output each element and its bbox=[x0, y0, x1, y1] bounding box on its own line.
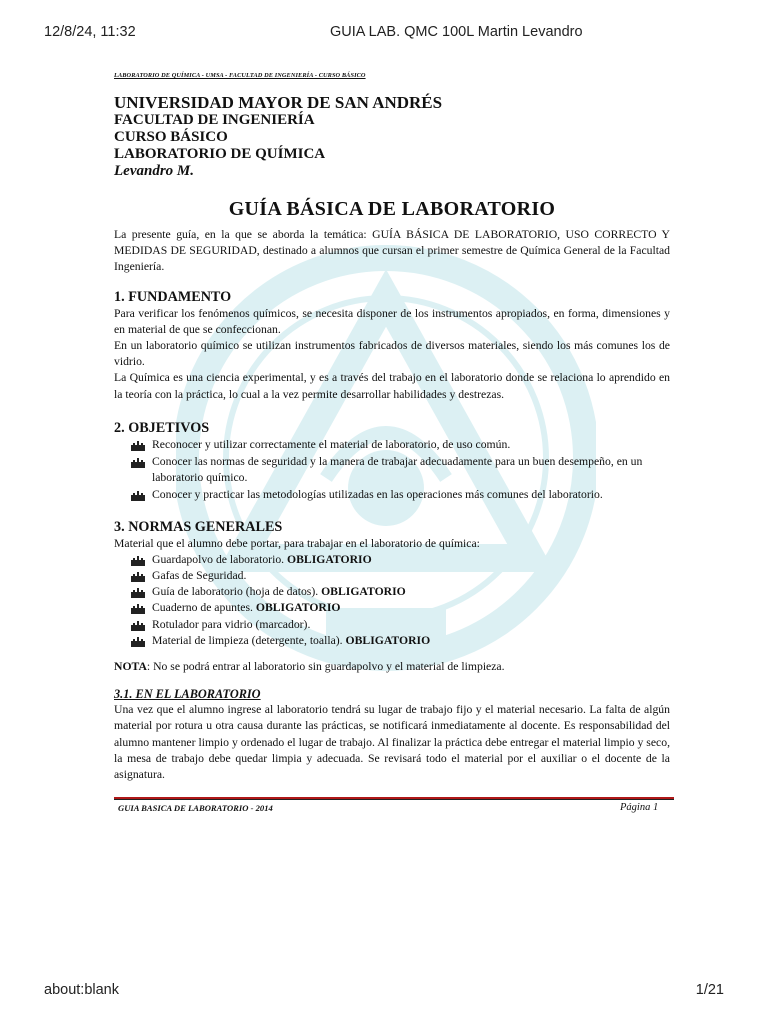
print-footer bbox=[44, 982, 724, 1002]
norma-text: Material de limpieza (detergente, toalla). bbox=[152, 633, 343, 647]
footer-rule bbox=[114, 797, 674, 800]
section-normas-heading: 3. NORMAS GENERALES bbox=[114, 518, 283, 535]
normas-lead: Material que el alumno debe portar, para trabajar en el laboratorio de química: bbox=[114, 536, 480, 550]
nota-label: NOTA bbox=[114, 660, 147, 674]
list-item bbox=[130, 568, 670, 584]
objetivo-text: Conocer las normas de seguridad y la manera de trabajar adecuadamente para un buen desempeño, en un laboratorio químico. bbox=[152, 455, 643, 485]
list-item bbox=[130, 454, 670, 486]
lab-name: LABORATORIO DE QUÍMICA bbox=[114, 146, 326, 162]
castle-bullet-icon bbox=[130, 457, 146, 468]
castle-bullet-icon bbox=[130, 440, 146, 451]
document-page bbox=[114, 72, 670, 783]
list-item bbox=[130, 584, 670, 600]
fundamento-paragraph-3: La Química es una ciencia experimental, y es a través del trabajo en el laboratorio donde se relaciona lo aprendido en la teoría con la práctica, lo cual a la vez permite desarrollar habilidades y destrezas. bbox=[114, 371, 670, 401]
castle-bullet-icon bbox=[130, 603, 146, 614]
castle-bullet-icon bbox=[130, 620, 146, 631]
norma-text: Gafas de Seguridad. bbox=[152, 569, 247, 583]
section-objetivos-heading: 2. OBJETIVOS bbox=[114, 419, 210, 436]
castle-bullet-icon bbox=[130, 587, 146, 598]
list-item bbox=[130, 600, 670, 616]
objetivo-text: Reconocer y utilizar correctamente el material de laboratorio, de uso común. bbox=[152, 437, 511, 451]
norma-text: Rotulador para vidrio (marcador). bbox=[152, 617, 311, 631]
course-name: CURSO BÁSICO bbox=[114, 129, 228, 145]
section-fundamento-heading: 1. FUNDAMENTO bbox=[114, 288, 232, 305]
document-running-header: LABORATORIO DE QUÍMICA - UMSA - FACULTAD DE INGENIERÍA - CURSO BÁSICO bbox=[114, 72, 366, 79]
normas-list bbox=[114, 552, 670, 649]
intro-paragraph: La presente guía, en la que se aborda la temática: GUÍA BÁSICA DE LABORATORIO, USO CORRECTO Y MEDIDAS DE SEGURIDAD, destinado a alumnos que cursan el primer semestre de Química General de la Facultad Ingeniería. bbox=[114, 228, 670, 274]
obligatorio-tag: OBLIGATORIO bbox=[255, 601, 341, 615]
list-item bbox=[130, 633, 670, 649]
castle-bullet-icon bbox=[130, 636, 146, 647]
print-page-counter: 1/21 bbox=[695, 982, 724, 998]
castle-bullet-icon bbox=[130, 490, 146, 501]
print-doc-title: GUIA LAB. QMC 100L Martin Levandro bbox=[330, 24, 583, 40]
objetivos-list bbox=[114, 437, 670, 504]
print-datetime: 12/8/24, 11:32 bbox=[44, 24, 136, 40]
obligatorio-tag: OBLIGATORIO bbox=[287, 552, 372, 566]
print-header bbox=[44, 24, 724, 44]
nota-paragraph bbox=[114, 659, 670, 675]
obligatorio-tag: OBLIGATORIO bbox=[345, 633, 431, 647]
castle-bullet-icon bbox=[130, 555, 146, 566]
en-laboratorio-paragraph: Una vez que el alumno ingrese al laboratorio tendrá su lugar de trabajo fijo y el material necesario. La falta de algún material por rotura u otra causa durante las prácticas, se notificará inmediatamente al docente. Es responsabilidad del alumno mantener limpio y ordenado el lugar de trabajo. Al finalizar la práctica debe entregar el material limpio y seco, la mesa de trabajo debe quedar limpia y adecuada. Se revisará todo el material por el auxiliar o el docente de la asignatura. bbox=[114, 703, 670, 782]
document-page-number: Página 1 bbox=[620, 802, 659, 813]
norma-text: Guía de laboratorio (hoja de datos). bbox=[152, 585, 319, 599]
list-item bbox=[130, 617, 670, 633]
document-footer-left: GUIA BASICA DE LABORATORIO - 2014 bbox=[118, 803, 273, 813]
print-url: about:blank bbox=[44, 982, 119, 998]
fundamento-paragraph-1: Para verificar los fenómenos químicos, se necesita disponer de los instrumentos apropiados, en forma, dimensiones y en material de que se confeccionan. bbox=[114, 306, 670, 336]
list-item bbox=[130, 552, 670, 568]
university-name: UNIVERSIDAD MAYOR DE SAN ANDRÉS bbox=[114, 93, 443, 112]
document-title: GUÍA BÁSICA DE LABORATORIO bbox=[228, 198, 556, 220]
list-item bbox=[130, 437, 670, 453]
obligatorio-tag: OBLIGATORIO bbox=[321, 585, 406, 599]
castle-bullet-icon bbox=[130, 571, 146, 582]
norma-text: Cuaderno de apuntes. bbox=[152, 601, 253, 615]
fundamento-paragraph-2: En un laboratorio químico se utilizan instrumentos fabricados de diversos materiales, siendo los más comunes los de vidrio. bbox=[114, 339, 670, 369]
author-name: Levandro M. bbox=[114, 163, 194, 179]
faculty-name: FACULTAD DE INGENIERÍA bbox=[114, 112, 315, 128]
norma-text: Guardapolvo de laboratorio. bbox=[152, 552, 285, 566]
list-item bbox=[130, 487, 670, 503]
nota-text: : No se podrá entrar al laboratorio sin guardapolvo y el material de limpieza. bbox=[146, 660, 505, 674]
objetivo-text: Conocer y practicar las metodologías utilizadas en las operaciones más comunes del laboratorio. bbox=[152, 488, 603, 502]
section-en-laboratorio-heading: 3.1. EN EL LABORATORIO bbox=[114, 687, 261, 702]
